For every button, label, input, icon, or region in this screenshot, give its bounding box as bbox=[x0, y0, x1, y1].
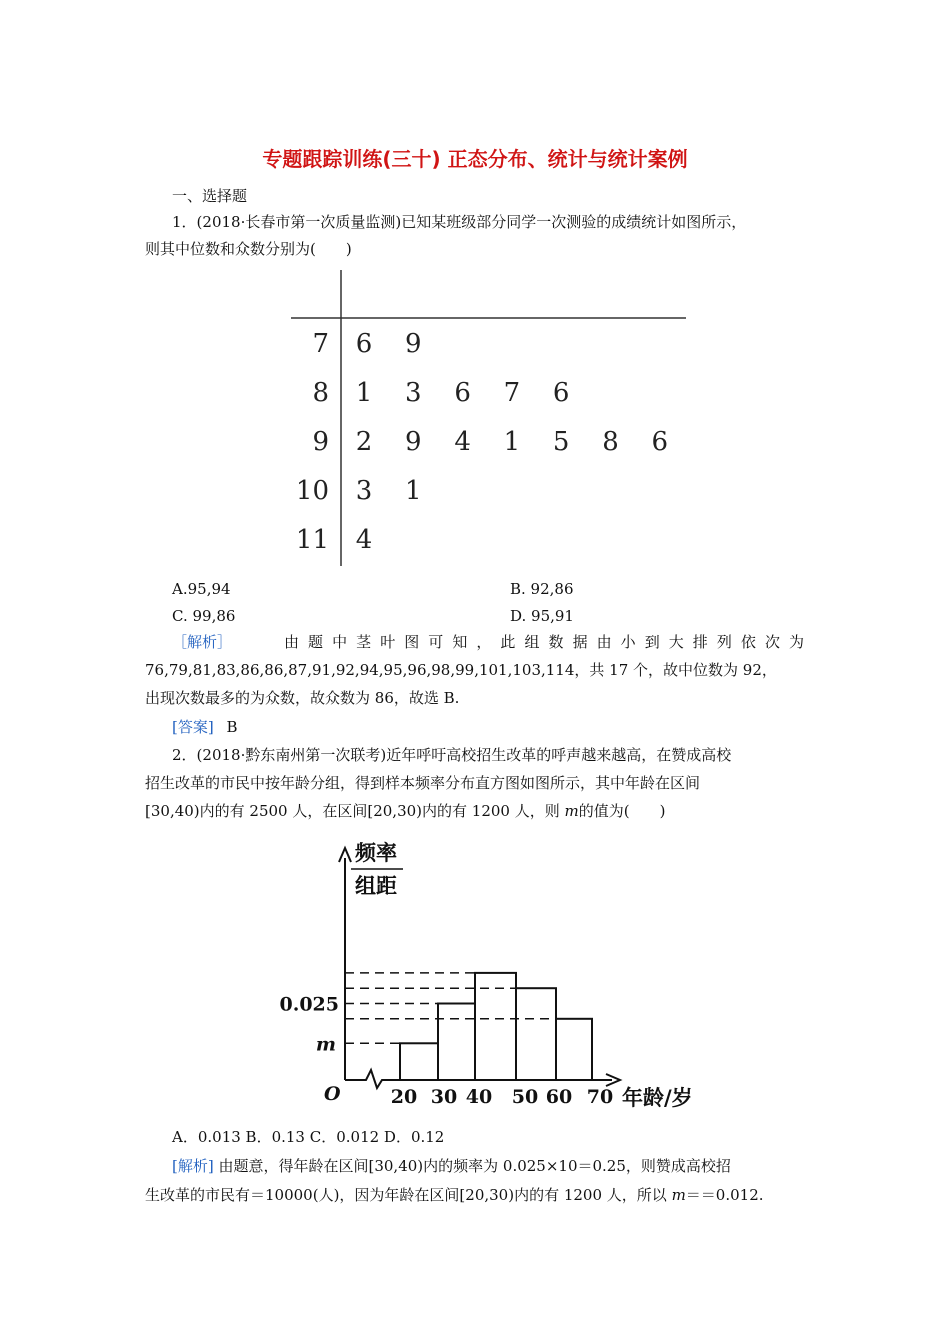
q2-analysis-line2 bbox=[145, 1185, 764, 1205]
stem-value: 9 bbox=[312, 427, 329, 457]
leaf-value: 9 bbox=[405, 427, 422, 457]
leaf-value: 4 bbox=[355, 525, 373, 555]
x-tick-label: 20 bbox=[390, 1086, 418, 1108]
q2-analysis-text2a: 生改革的市民有＝10000(人)，因为年龄在区间[20,30)内的有 1200 人，所以 bbox=[145, 1186, 672, 1204]
q1-analysis-line3: 出现次数最多的为众数，故众数为 86，故选 B. bbox=[145, 689, 460, 707]
origin-label: O bbox=[324, 1083, 341, 1105]
leaf-value: 3 bbox=[355, 476, 373, 506]
q1-option-a: A.95,94 bbox=[172, 580, 231, 598]
leaf-value: 3 bbox=[405, 378, 422, 408]
y-tick-0025: 0.025 bbox=[279, 993, 339, 1016]
x-tick-label: 40 bbox=[465, 1086, 493, 1108]
leaf-value: 1 bbox=[405, 476, 422, 506]
stem-value: 11 bbox=[295, 525, 329, 555]
leaf-value: 1 bbox=[355, 378, 373, 408]
q2-analysis-variable-m: m bbox=[671, 1186, 686, 1204]
leaf-value: 8 bbox=[602, 427, 619, 457]
y-label-denominator: 组距 bbox=[355, 874, 397, 898]
q2-options: A．0.013 B．0.13 C．0.012 D．0.12 bbox=[172, 1128, 445, 1146]
leaf-value: 1 bbox=[503, 427, 521, 457]
q2-variable-m: m bbox=[564, 802, 579, 820]
leaf-value: 4 bbox=[454, 427, 471, 457]
q1-analysis-line2: 76,79,81,83,86,86,87,91,92,94,95,96,98,99,101,103,114，共 17 个，故中位数为 92， bbox=[145, 661, 777, 679]
histogram-bar bbox=[516, 988, 556, 1080]
leaf-value: 5 bbox=[552, 427, 570, 457]
q1-option-b: B. 92,86 bbox=[510, 580, 574, 598]
page-title: 专题跟踪训练(三十) 正态分布、统计与统计案例 bbox=[262, 147, 688, 171]
histogram-bar bbox=[475, 973, 516, 1080]
q1-answer-value: B bbox=[226, 718, 238, 736]
leaf-value: 9 bbox=[405, 329, 422, 359]
x-tick-label: 30 bbox=[430, 1086, 458, 1108]
q1-text-line2: 则其中位数和众数分别为( ) bbox=[145, 240, 352, 258]
stem-value: 10 bbox=[295, 476, 329, 506]
leaf-value: 6 bbox=[355, 329, 373, 359]
q1-analysis-label: ［解析］ bbox=[172, 633, 233, 651]
histogram-bar bbox=[400, 1043, 438, 1080]
q2-text-line3-part1: [30,40)内的有 2500 人，在区间[20,30)内的有 1200 人，则 bbox=[145, 802, 565, 820]
q2-text-line2: 招生改革的市民中按年龄分组，得到样本频率分布直方图如图所示，其中年龄在区间 bbox=[145, 774, 701, 792]
q1-text-line1: 1．(2018·长春市第一次质量监测)已知某班级部分同学一次测验的成绩统计如图所示， bbox=[172, 213, 747, 231]
q2-analysis-text1: 由题意，得年龄在区间[30,40)内的频率为 0.025×10＝0.25，则赞成高校招 bbox=[213, 1157, 731, 1175]
leaf-value: 2 bbox=[355, 427, 373, 457]
leaf-value: 6 bbox=[454, 378, 471, 408]
histogram-bar bbox=[556, 1019, 592, 1080]
x-tick-label: 70 bbox=[586, 1086, 614, 1108]
leaf-value: 6 bbox=[651, 427, 669, 457]
q2-text-line1: 2．(2018·黔东南州第一次联考)近年呼吁高校招生改革的呼声越来越高，在赞成高校 bbox=[172, 746, 732, 764]
q2-analysis-line1 bbox=[172, 1156, 731, 1176]
q2-analysis-text2b: ＝＝0.012. bbox=[685, 1186, 764, 1204]
x-axis-label: 年龄/岁 bbox=[622, 1086, 693, 1110]
q2-analysis-label: [解析] bbox=[172, 1157, 214, 1175]
q1-option-c: C. 99,86 bbox=[172, 607, 236, 625]
q1-answer-label: [答案] bbox=[172, 718, 214, 736]
q1-analysis-text: 由 题 中 茎 叶 图 可 知 ， 此 组 数 据 由 小 到 大 排 列 依 次 为 bbox=[284, 633, 804, 651]
x-tick-label: 50 bbox=[511, 1086, 539, 1108]
x-tick-label: 60 bbox=[545, 1086, 573, 1108]
y-tick-m: m bbox=[315, 1033, 336, 1056]
leaf-value: 7 bbox=[503, 378, 521, 408]
q2-text-line3-part2: 的值为( ) bbox=[578, 802, 666, 820]
stem-value: 7 bbox=[312, 329, 329, 359]
leaf-value: 6 bbox=[552, 378, 570, 408]
histogram-bar bbox=[438, 1004, 475, 1081]
y-label-numerator: 频率 bbox=[355, 841, 397, 865]
stem-value: 8 bbox=[312, 378, 329, 408]
section-heading: 一、选择题 bbox=[172, 187, 248, 205]
q1-option-d: D. 95,91 bbox=[510, 607, 574, 625]
